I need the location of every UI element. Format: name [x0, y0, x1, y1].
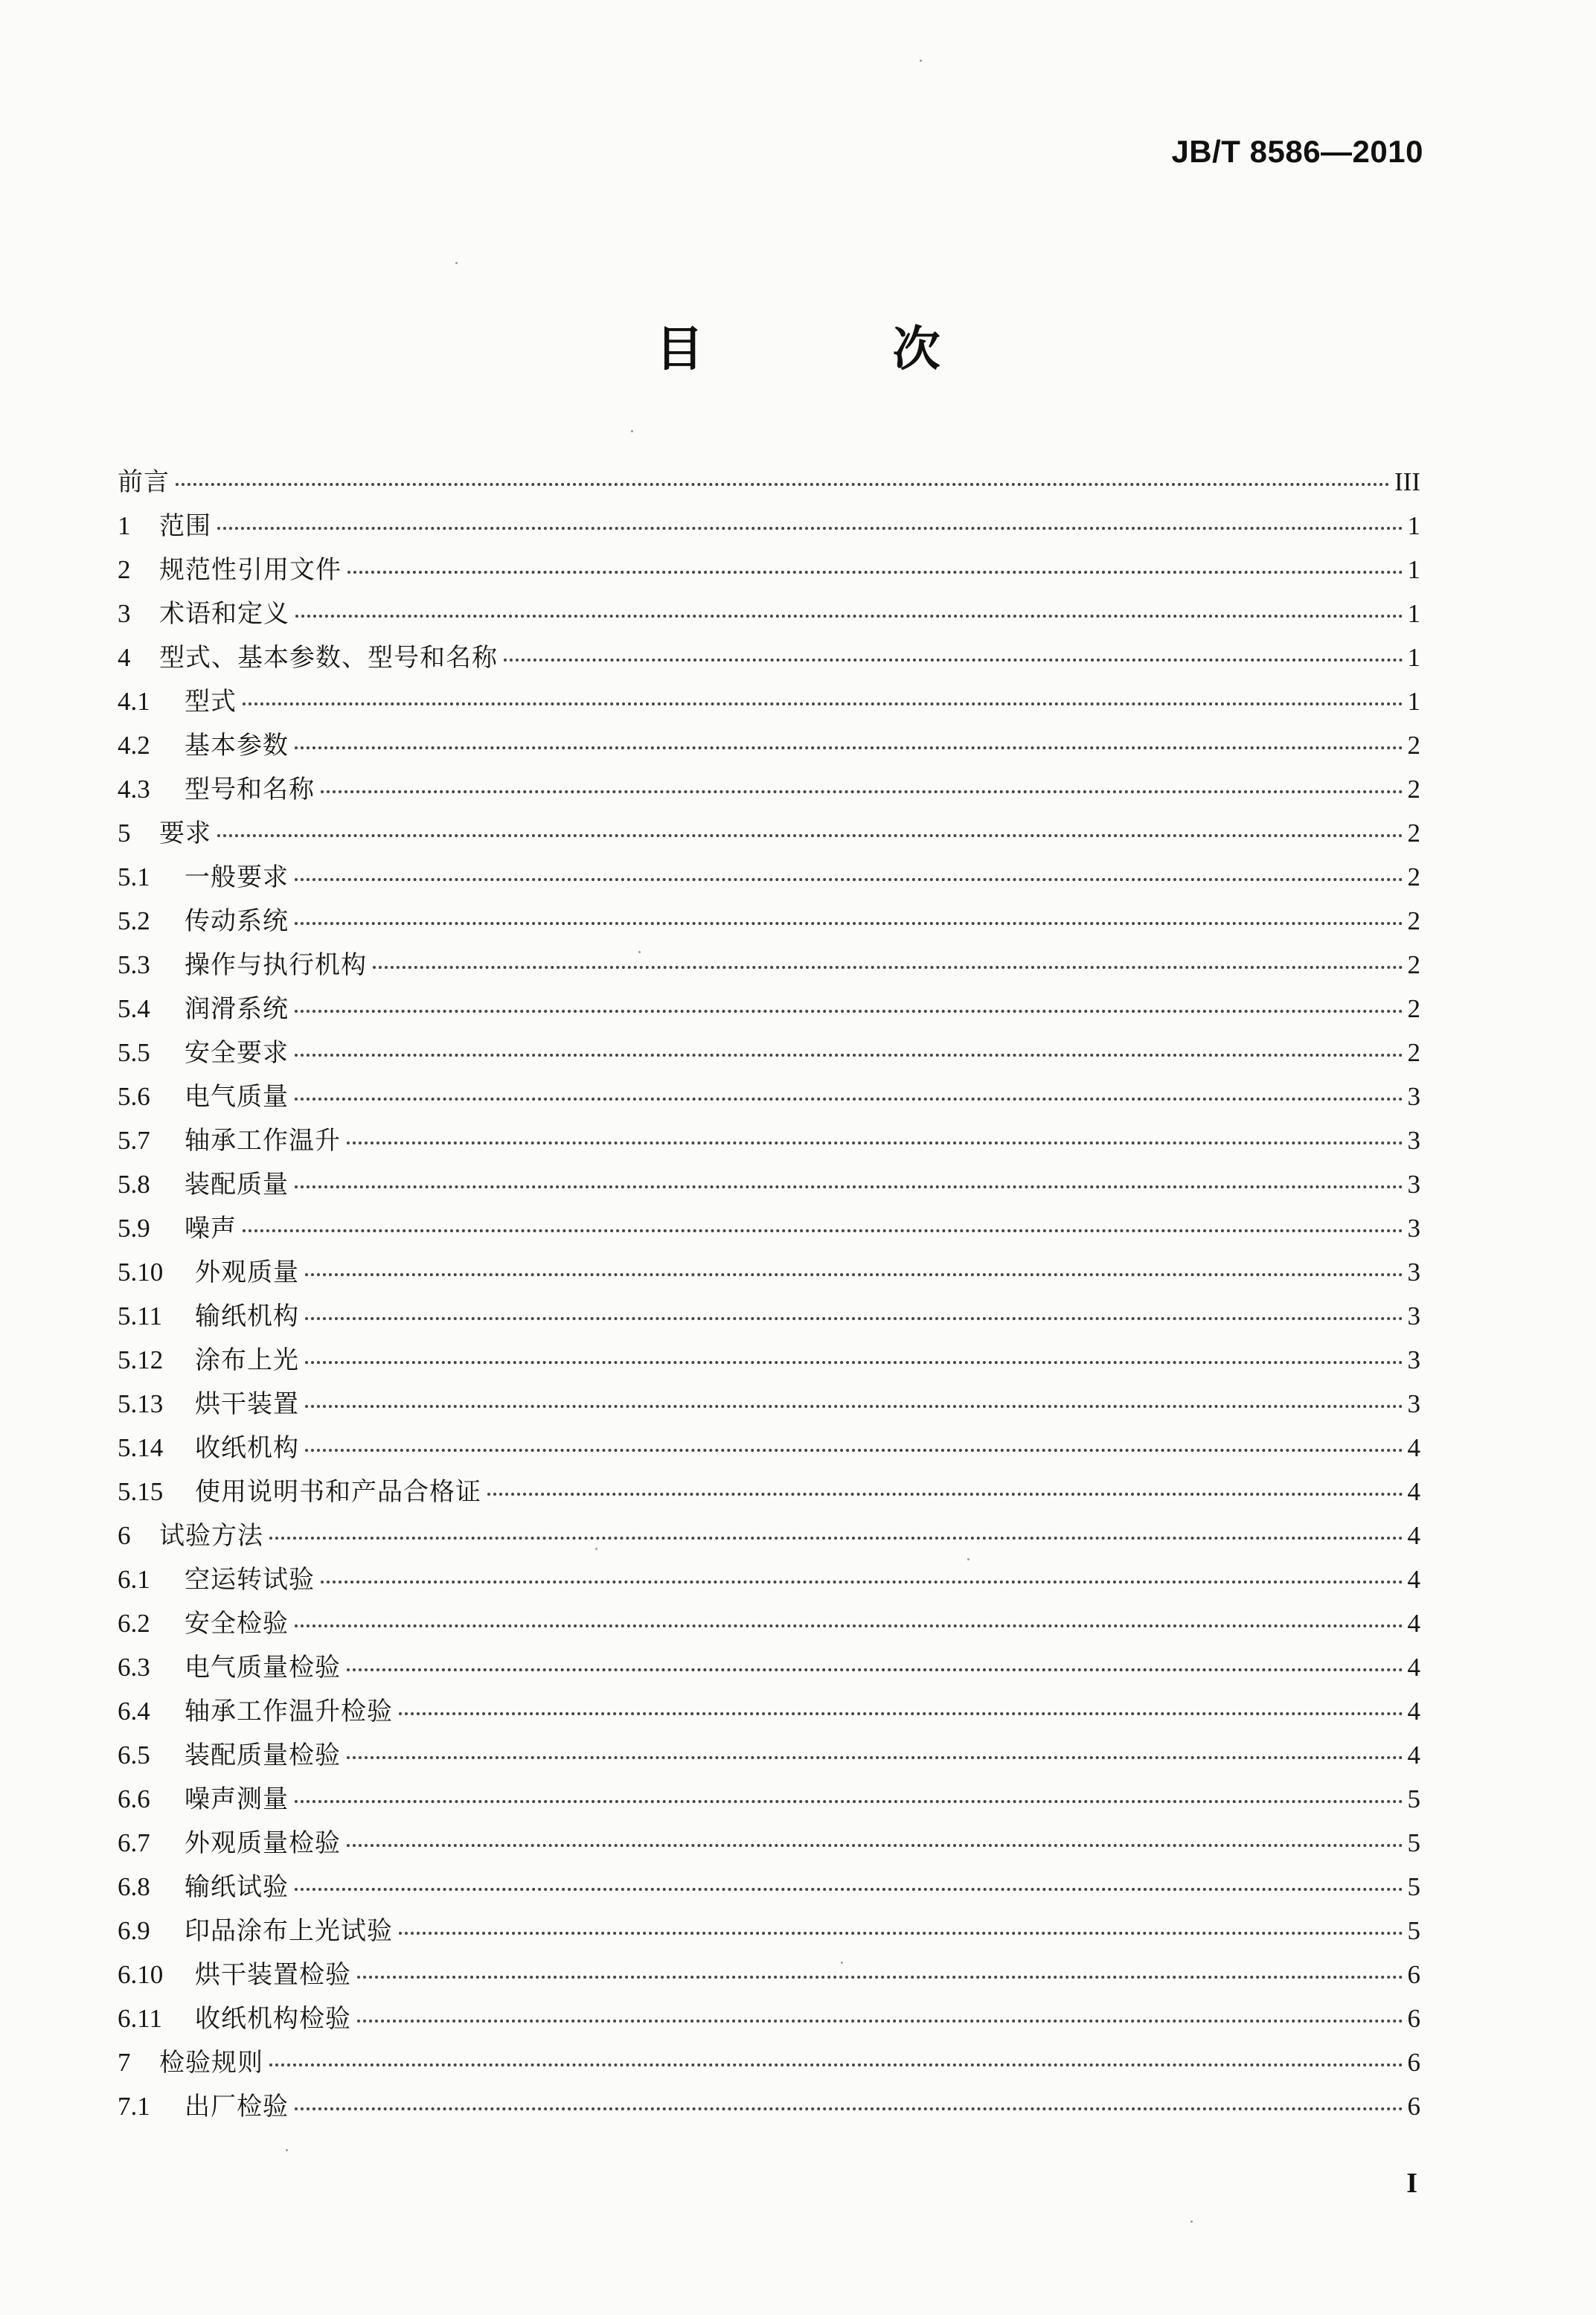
- dot-leader: [217, 834, 1403, 837]
- toc-entry-title: 输纸机构: [195, 1301, 299, 1331]
- dot-leader: [504, 659, 1403, 662]
- toc-entry-title: 规范性引用文件: [159, 555, 342, 585]
- toc-entry-title: 电气质量: [185, 1082, 289, 1112]
- dot-leader: [347, 1844, 1403, 1847]
- toc-entry-number: 6.8: [118, 1872, 150, 1901]
- toc-entry-number: 6.5: [118, 1741, 150, 1770]
- toc-entry[interactable]: [118, 1557, 1420, 1601]
- toc-entry-number: 5.14: [118, 1433, 164, 1462]
- scan-speck: [286, 2149, 288, 2151]
- toc-entry[interactable]: [118, 1865, 1420, 1909]
- toc-entry-title: 一般要求: [185, 862, 289, 892]
- toc-entry-title: 输纸试验: [185, 1872, 289, 1902]
- toc-entry-number: 6.3: [118, 1653, 150, 1682]
- toc-entry[interactable]: [118, 855, 1420, 899]
- toc-entry-title: 型式、基本参数、型号和名称: [159, 643, 498, 673]
- toc-entry[interactable]: [118, 1953, 1420, 1997]
- dot-leader: [295, 1010, 1403, 1013]
- toc-entry-page: III: [1394, 467, 1420, 496]
- toc-entry-title: 型号和名称: [185, 775, 315, 804]
- toc-entry[interactable]: [118, 1514, 1420, 1557]
- toc-entry-page: 2: [1407, 862, 1420, 891]
- toc-entry-number: 6.11: [118, 2004, 162, 2033]
- toc-entry-title: 术语和定义: [159, 599, 289, 629]
- toc-entry[interactable]: [118, 1470, 1420, 1514]
- toc-entry-page: 2: [1407, 994, 1420, 1023]
- toc-entry-page: 4: [1407, 1477, 1420, 1506]
- toc-entry-title: 安全要求: [185, 1038, 289, 1068]
- toc-entry-title: 噪声: [185, 1214, 237, 1243]
- toc-entry-number: 4.3: [118, 775, 150, 804]
- toc-entry-number: 5.9: [118, 1214, 150, 1243]
- toc-entry-number: 6.7: [118, 1828, 150, 1857]
- toc-entry-number: 5.3: [118, 950, 150, 979]
- dot-leader: [295, 1098, 1403, 1101]
- toc-entry-number: 5.8: [118, 1170, 150, 1199]
- scan-speck: [631, 430, 633, 432]
- toc-entry-title: 轴承工作温升: [185, 1126, 341, 1156]
- toc-entry-page: 4: [1407, 1433, 1420, 1462]
- dot-leader: [295, 1800, 1403, 1803]
- toc-entry-title: 要求: [159, 819, 211, 848]
- toc-entry-page: 6: [1407, 2004, 1420, 2033]
- toc-entry[interactable]: [118, 1294, 1420, 1338]
- toc-entry-page: 4: [1407, 1565, 1420, 1594]
- toc-entry[interactable]: [118, 767, 1420, 811]
- toc-entry-title: 轴承工作温升检验: [185, 1697, 393, 1726]
- toc-entry-page: 4: [1407, 1653, 1420, 1682]
- toc-entry[interactable]: [118, 1338, 1420, 1382]
- toc-entry-page: 1: [1407, 511, 1420, 540]
- toc-entry[interactable]: [118, 1997, 1420, 2040]
- toc-entry-number: 4.1: [118, 687, 150, 716]
- scan-speck: [638, 951, 641, 953]
- dot-leader: [305, 1361, 1403, 1364]
- toc-entry[interactable]: [118, 1909, 1420, 1953]
- dot-leader: [269, 2063, 1403, 2066]
- dot-leader: [487, 1493, 1403, 1496]
- toc-entry[interactable]: [118, 987, 1420, 1031]
- scan-speck: [920, 60, 922, 62]
- toc-entry-number: 5.11: [118, 1301, 162, 1331]
- toc-entry[interactable]: [118, 1075, 1420, 1118]
- standard-code: JB/T 8586—2010: [1171, 134, 1423, 169]
- toc-entry-number: 5.1: [118, 862, 150, 891]
- dot-leader: [295, 922, 1403, 925]
- toc-entry-page: 1: [1407, 555, 1420, 584]
- toc-entry-page: 2: [1407, 731, 1420, 760]
- dot-leader: [269, 1537, 1403, 1540]
- toc-entry[interactable]: [118, 679, 1420, 723]
- toc-entry-title: 涂布上光: [195, 1345, 299, 1375]
- toc-entry-number: 6.10: [118, 1960, 164, 1989]
- scan-speck: [841, 1962, 843, 1964]
- toc-entry-title: 型式: [185, 687, 237, 717]
- toc-entry[interactable]: [118, 592, 1420, 635]
- toc-entry[interactable]: [118, 460, 1420, 504]
- toc-entry-number: 5.5: [118, 1038, 150, 1067]
- toc-entry-title: 出厂检验: [185, 2092, 289, 2122]
- dot-leader: [347, 1756, 1403, 1759]
- toc-entry-page: 4: [1407, 1697, 1420, 1726]
- toc-entry-title: 装配质量检验: [185, 1741, 341, 1770]
- dot-leader: [305, 1405, 1403, 1408]
- dot-leader: [295, 878, 1403, 881]
- toc-entry-page: 2: [1407, 775, 1420, 804]
- toc-entry-number: 5: [118, 819, 131, 848]
- toc-entry[interactable]: [118, 1733, 1420, 1777]
- toc-entry[interactable]: [118, 1382, 1420, 1426]
- toc-entry-title: 收纸机构检验: [195, 2004, 351, 2034]
- toc-entry-page: 5: [1407, 1828, 1420, 1857]
- dot-leader: [176, 483, 1390, 486]
- toc-entry[interactable]: [118, 2040, 1420, 2084]
- toc-entry-title: 检验规则: [159, 2048, 263, 2078]
- toc-entry-title: 烘干装置: [195, 1389, 299, 1419]
- dot-leader: [305, 1273, 1403, 1276]
- toc-entry-title: 传动系统: [185, 906, 289, 936]
- dot-leader: [217, 527, 1403, 530]
- toc-entry-page: 2: [1407, 950, 1420, 979]
- toc-entry-number: 1: [118, 511, 131, 540]
- toc-entry-page: 3: [1407, 1345, 1420, 1374]
- toc-entry[interactable]: [118, 1206, 1420, 1250]
- toc-entry-number: 5.15: [118, 1477, 164, 1506]
- toc-entry[interactable]: [118, 1821, 1420, 1865]
- scan-speck: [455, 262, 458, 264]
- toc-entry[interactable]: [118, 1031, 1420, 1075]
- toc-entry-page: 5: [1407, 1916, 1420, 1945]
- toc-entry-page: 3: [1407, 1082, 1420, 1111]
- toc-entry-number: 6.2: [118, 1609, 150, 1638]
- toc-entry[interactable]: [118, 943, 1420, 987]
- toc-entry-number: 5.13: [118, 1389, 164, 1418]
- toc-entry-title: 前言: [118, 467, 170, 497]
- toc-entry-title: 装配质量: [185, 1170, 289, 1200]
- dot-leader: [295, 615, 1403, 618]
- toc-entry[interactable]: [118, 1426, 1420, 1470]
- toc-entry-number: 6.6: [118, 1784, 150, 1813]
- dot-leader: [347, 1142, 1403, 1144]
- toc-entry-page: 2: [1407, 819, 1420, 848]
- toc-entry-number: 6.4: [118, 1697, 150, 1726]
- toc-entry-title: 电气质量检验: [185, 1653, 341, 1682]
- toc-entry-number: 6: [118, 1521, 131, 1550]
- toc-entry-number: 5.6: [118, 1082, 150, 1111]
- toc-entry[interactable]: [118, 635, 1420, 679]
- toc-entry[interactable]: [118, 811, 1420, 855]
- toc-entry-page: 3: [1407, 1389, 1420, 1418]
- toc-entry[interactable]: [118, 1601, 1420, 1645]
- toc-entry-title: 外观质量检验: [185, 1828, 341, 1858]
- toc-entry[interactable]: [118, 1777, 1420, 1821]
- toc-entry-title: 空运转试验: [185, 1565, 315, 1595]
- toc-entry-title: 范围: [159, 511, 211, 541]
- toc-entry[interactable]: [118, 1645, 1420, 1689]
- toc-entry[interactable]: [118, 2084, 1420, 2128]
- dot-leader: [295, 1888, 1403, 1891]
- toc-entry-title: 使用说明书和产品合格证: [195, 1477, 481, 1507]
- dot-leader: [243, 702, 1403, 705]
- dot-leader: [295, 1624, 1403, 1627]
- toc-entry-page: 5: [1407, 1784, 1420, 1813]
- dot-leader: [373, 966, 1403, 969]
- toc-entry-number: 5.4: [118, 994, 150, 1023]
- toc-entry-number: 4.2: [118, 731, 150, 760]
- toc-entry-title: 操作与执行机构: [185, 950, 367, 980]
- toc-entry-page: 3: [1407, 1170, 1420, 1199]
- table-of-contents: [118, 460, 1420, 2128]
- toc-entry-number: 5.10: [118, 1258, 164, 1287]
- toc-entry[interactable]: [118, 1689, 1420, 1733]
- dot-leader: [295, 2107, 1403, 2110]
- toc-entry-title: 烘干装置检验: [195, 1960, 351, 1990]
- toc-entry-title: 印品涂布上光试验: [185, 1916, 393, 1946]
- toc-entry-title: 收纸机构: [195, 1433, 299, 1463]
- toc-entry[interactable]: [118, 548, 1420, 592]
- toc-entry-page: 3: [1407, 1214, 1420, 1243]
- toc-entry-title: 安全检验: [185, 1609, 289, 1639]
- dot-leader: [321, 1581, 1403, 1584]
- toc-entry-number: 7: [118, 2048, 131, 2077]
- dot-leader: [357, 2020, 1403, 2023]
- toc-entry-number: 5.7: [118, 1126, 150, 1155]
- dot-leader: [321, 790, 1403, 793]
- toc-entry-number: 6.9: [118, 1916, 150, 1945]
- dot-leader: [295, 1185, 1403, 1188]
- toc-entry-page: 1: [1407, 687, 1420, 716]
- dot-leader: [243, 1229, 1403, 1232]
- toc-entry-page: 2: [1407, 1038, 1420, 1067]
- toc-entry-number: 7.1: [118, 2092, 150, 2121]
- toc-entry-title: 润滑系统: [185, 994, 289, 1024]
- dot-leader: [295, 1054, 1403, 1057]
- toc-entry-number: 5.2: [118, 906, 150, 935]
- toc-title: 目 次: [656, 322, 1027, 377]
- page-folio: I: [1406, 2168, 1417, 2199]
- toc-entry[interactable]: [118, 1250, 1420, 1294]
- dot-leader: [357, 1976, 1403, 1979]
- toc-entry-page: 3: [1407, 1301, 1420, 1331]
- dot-leader: [305, 1317, 1403, 1320]
- toc-entry-number: 2: [118, 555, 131, 584]
- dot-leader: [347, 571, 1403, 574]
- toc-entry-number: 4: [118, 643, 131, 672]
- toc-entry-number: 5.12: [118, 1345, 164, 1374]
- toc-entry-page: 4: [1407, 1741, 1420, 1770]
- dot-leader: [295, 746, 1403, 749]
- dot-leader: [347, 1668, 1403, 1671]
- toc-entry-page: 3: [1407, 1258, 1420, 1287]
- toc-entry-page: 1: [1407, 599, 1420, 628]
- toc-entry[interactable]: [118, 899, 1420, 943]
- toc-entry[interactable]: [118, 1118, 1420, 1162]
- toc-entry-page: 4: [1407, 1521, 1420, 1550]
- scan-speck: [595, 1548, 597, 1550]
- toc-entry[interactable]: [118, 504, 1420, 548]
- toc-entry-page: 5: [1407, 1872, 1420, 1901]
- toc-entry-page: 6: [1407, 2092, 1420, 2121]
- toc-entry-title: 外观质量: [195, 1258, 299, 1287]
- toc-entry[interactable]: [118, 1162, 1420, 1206]
- toc-entry-page: 6: [1407, 2048, 1420, 2077]
- toc-entry-title: 噪声测量: [185, 1784, 289, 1814]
- toc-entry-page: 4: [1407, 1609, 1420, 1638]
- toc-entry-page: 6: [1407, 1960, 1420, 1989]
- toc-entry-page: 1: [1407, 643, 1420, 672]
- scan-speck: [967, 1558, 970, 1560]
- toc-entry-title: 基本参数: [185, 731, 289, 761]
- dot-leader: [305, 1449, 1403, 1452]
- scan-speck: [1190, 2220, 1193, 2223]
- dot-leader: [399, 1712, 1403, 1715]
- toc-entry-number: 3: [118, 599, 131, 628]
- toc-entry-page: 2: [1407, 906, 1420, 935]
- toc-entry-number: 6.1: [118, 1565, 150, 1594]
- toc-entry[interactable]: [118, 723, 1420, 767]
- toc-entry-title: 试验方法: [159, 1521, 263, 1551]
- dot-leader: [399, 1932, 1403, 1935]
- toc-entry-page: 3: [1407, 1126, 1420, 1155]
